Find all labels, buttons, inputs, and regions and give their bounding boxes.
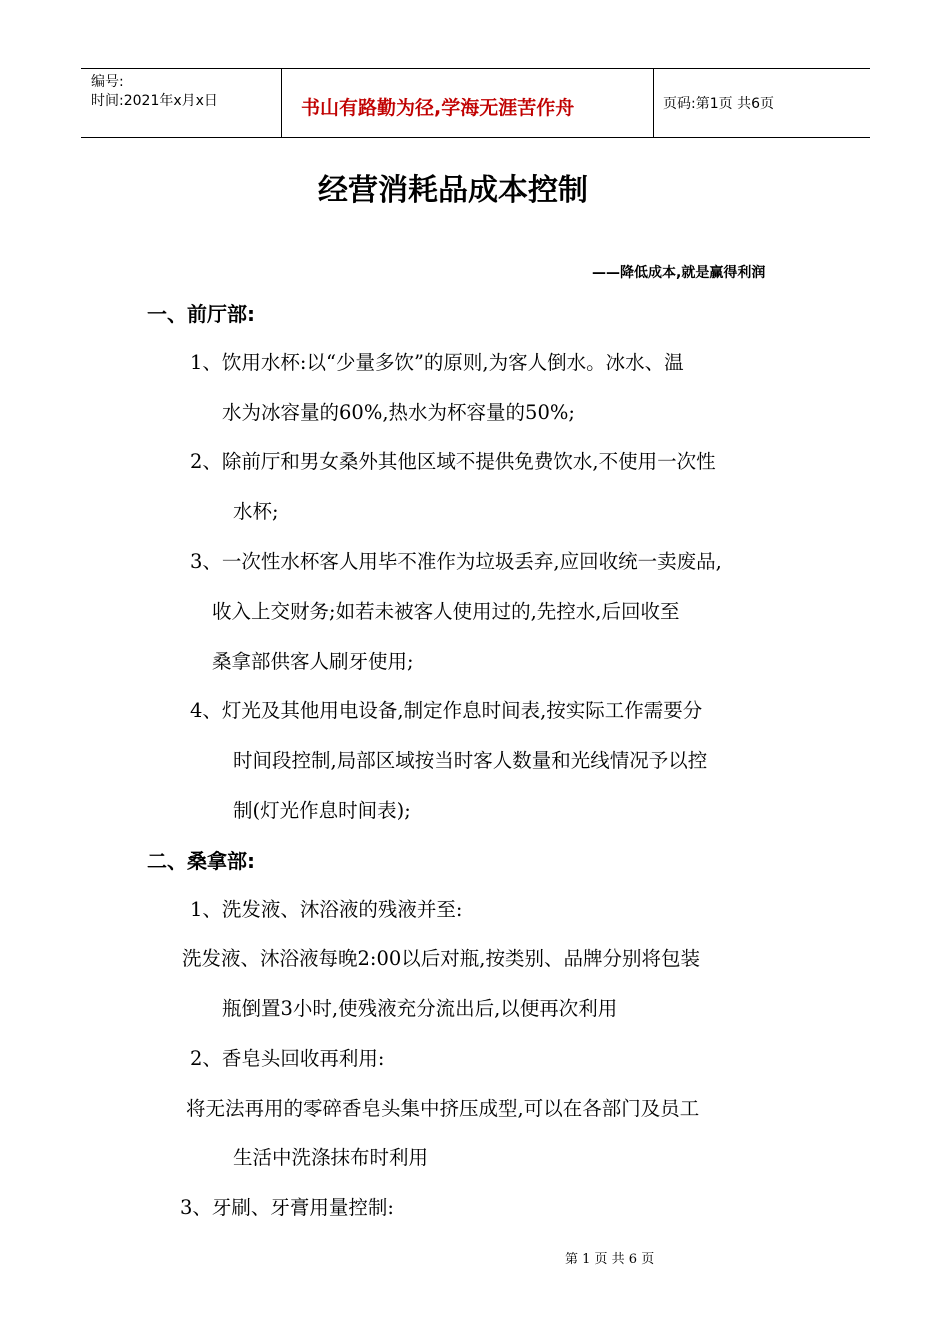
paragraph-line: 桑拿部供客人刷牙使用; bbox=[212, 650, 414, 673]
header-left-cell bbox=[81, 69, 282, 137]
paragraph-line: 3、牙刷、牙膏用量控制: bbox=[180, 1196, 394, 1219]
paragraph-line: 2、香皂头回收再利用: bbox=[190, 1047, 385, 1070]
page-header bbox=[81, 68, 870, 138]
paragraph-line: 将无法再用的零碎香皂头集中挤压成型,可以在各部门及员工 bbox=[186, 1097, 700, 1120]
document-subtitle: ——降低成本,就是赢得利润 bbox=[592, 265, 766, 281]
document-title: 经营消耗品成本控制 bbox=[318, 173, 588, 208]
header-motto-cell bbox=[281, 69, 654, 137]
page-footer: 第 1 页 共 6 页 bbox=[565, 1252, 655, 1267]
paragraph-line: 1、洗发液、沐浴液的残液并至: bbox=[190, 898, 463, 921]
paragraph-line: 收入上交财务;如若未被客人使用过的,先控水,后回收至 bbox=[212, 600, 680, 623]
header-motto: 书山有路勤为径,学海无涯苦作舟 bbox=[301, 97, 575, 119]
header-right-cell bbox=[653, 69, 870, 137]
document-number-label: 编号: bbox=[91, 74, 124, 90]
section-heading-front-hall: 一、前厅部: bbox=[147, 302, 255, 326]
header-page-info: 页码:第1页 共6页 bbox=[663, 96, 774, 112]
paragraph-line: 时间段控制,局部区域按当时客人数量和光线情况予以控 bbox=[233, 749, 708, 772]
paragraph-line: 制(灯光作息时间表); bbox=[233, 799, 411, 822]
paragraph-line: 3、一次性水杯客人用毕不准作为垃圾丢弃,应回收统一卖废品, bbox=[190, 550, 722, 573]
paragraph-line: 洗发液、沐浴液每晚2:00以后对瓶,按类别、品牌分别将包装 bbox=[182, 947, 700, 970]
document-date-label: 时间:2021年x月x日 bbox=[91, 93, 218, 109]
paragraph-line: 生活中洗涤抹布时利用 bbox=[233, 1146, 429, 1169]
paragraph-line: 水杯; bbox=[233, 500, 279, 523]
paragraph-line: 2、除前厅和男女桑外其他区域不提供免费饮水,不使用一次性 bbox=[190, 450, 716, 473]
paragraph-line: 水为冰容量的60%,热水为杯容量的50%; bbox=[222, 401, 575, 424]
paragraph-line: 4、灯光及其他用电设备,制定作息时间表,按实际工作需要分 bbox=[190, 699, 703, 722]
paragraph-line: 1、饮用水杯:以“少量多饮”的原则,为客人倒水。冰水、温 bbox=[190, 351, 684, 374]
paragraph-line: 瓶倒置3小时,使残液充分流出后,以便再次利用 bbox=[222, 997, 618, 1020]
section-heading-sauna: 二、桑拿部: bbox=[147, 849, 255, 873]
